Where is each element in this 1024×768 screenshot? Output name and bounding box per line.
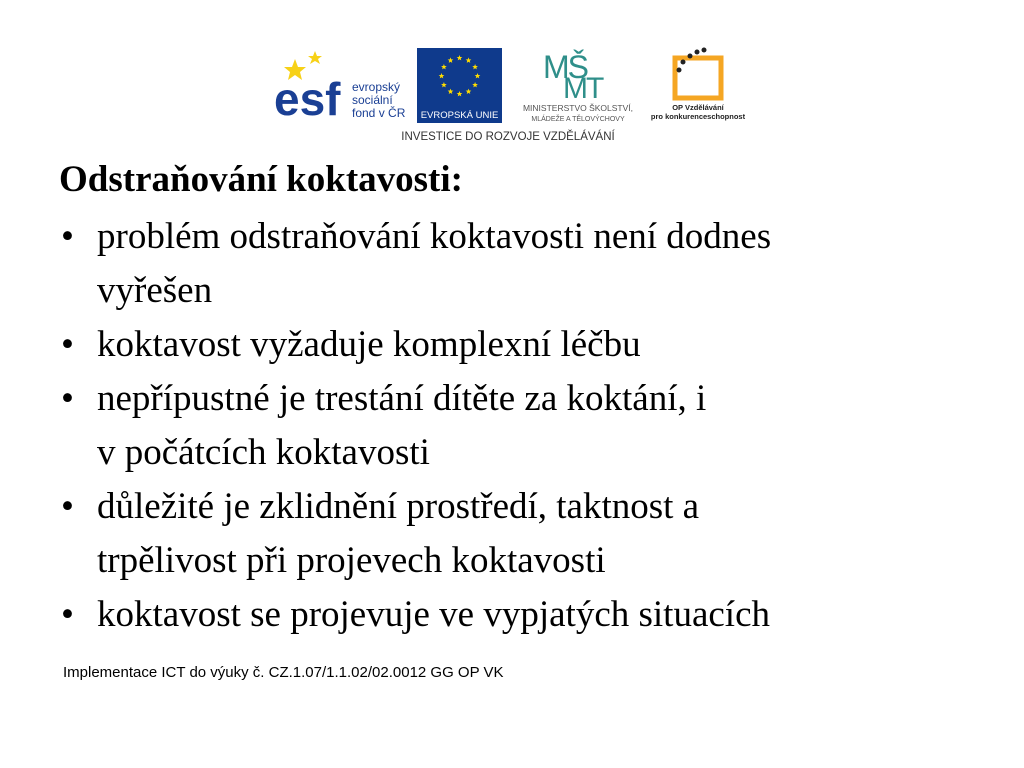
bullet-text: koktavost se projevuje ve vypjatých situacích — [97, 594, 771, 635]
bullet-item — [59, 588, 999, 642]
footer-project-code: Implementace ICT do výuky č. CZ.1.07/1.1.02/02.0012 GG OP VK — [63, 664, 504, 681]
bullet-text-cont: trpělivost při projevech koktavosti — [97, 540, 606, 581]
esf-logo — [270, 45, 415, 125]
bullet-text: důležité je zklidnění prostředí, taktnost a — [97, 486, 700, 527]
bullet-list — [59, 210, 999, 642]
svg-text:MŠ: MŠ — [543, 49, 587, 85]
op-label-line-1: OP Vzdělávání — [672, 103, 724, 112]
esf-text-line-1: evropský — [352, 80, 401, 94]
msmt-logo — [508, 46, 648, 126]
bullet-dot: • — [61, 486, 74, 527]
logo-bar — [270, 40, 750, 150]
slide-title: Odstraňování koktavosti: — [59, 159, 463, 200]
esf-text-line-2: sociální — [352, 93, 393, 107]
eu-flag-logo — [417, 48, 502, 123]
svg-text:MT: MT — [563, 72, 603, 105]
investice-tagline: INVESTICE DO ROZVOJE VZDĚLÁVÁNÍ — [401, 131, 615, 143]
op-vk-logo — [650, 44, 750, 126]
bullet-text-cont: v počátcích koktavosti — [97, 432, 430, 473]
bullet-item — [59, 372, 999, 480]
op-label-line-2: pro konkurenceschopnost — [650, 112, 746, 121]
bullet-text: koktavost vyžaduje komplexní léčbu — [97, 324, 641, 365]
esf-text-line-3: fond v ČR — [352, 106, 406, 120]
msmt-name-line-2: MLÁDEŽE A TĚLOVÝCHOVY — [531, 116, 625, 123]
bullet-dot: • — [61, 594, 74, 635]
tagline-band — [270, 126, 750, 146]
bullet-text: problém odstraňování koktavosti není dodnes — [97, 216, 772, 257]
eu-label: EVROPSKÁ UNIE — [420, 110, 499, 121]
bullet-dot: • — [61, 378, 74, 419]
bullet-item — [59, 318, 999, 372]
svg-text:esf: esf — [274, 73, 341, 125]
bullet-text-cont: vyřešen — [97, 270, 213, 311]
bullet-text: nepřípustné je trestání dítěte za koktání, i — [97, 378, 707, 419]
bullet-item — [59, 210, 999, 318]
msmt-name-line-1: MINISTERSTVO ŠKOLSTVÍ, — [522, 103, 634, 113]
bullet-dot: • — [61, 216, 74, 257]
bullet-item — [59, 480, 999, 588]
bullet-dot: • — [61, 324, 74, 365]
